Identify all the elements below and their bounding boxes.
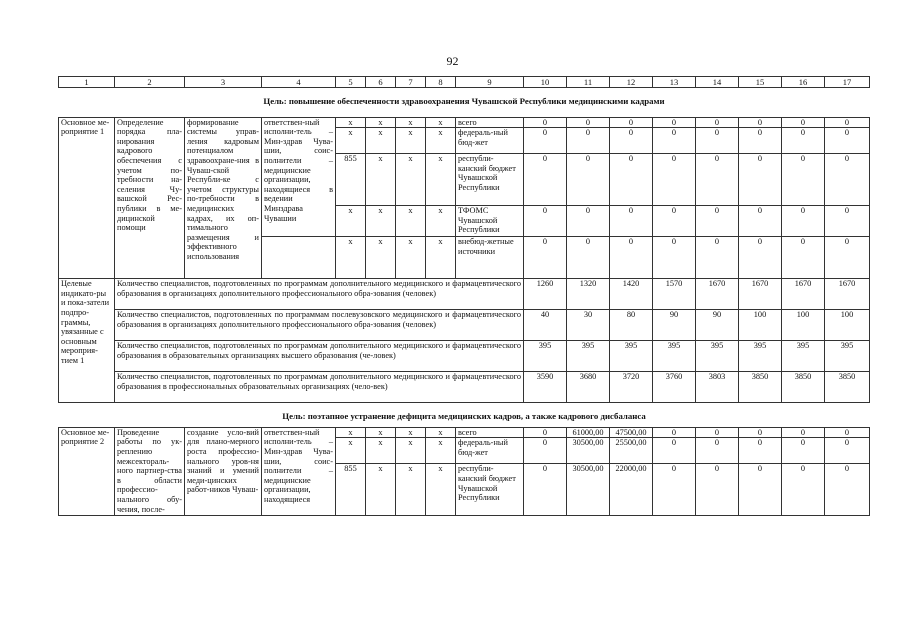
column-header: 5 (336, 77, 366, 88)
indicator-value: 3760 (653, 372, 696, 403)
goal-title: Цель: повышение обеспеченности здравоохранения Чувашской Республики медицинскими кадрами (59, 88, 870, 118)
indicator-value: 1670 (739, 279, 782, 310)
funding-value: 0 (610, 117, 653, 128)
event-name: Основное ме- роприятие 1 (59, 117, 115, 279)
indicator-value: 100 (782, 310, 825, 341)
indicator-value: 90 (696, 310, 739, 341)
code-cell: x (366, 237, 396, 279)
code-cell: x (426, 117, 456, 128)
indicator-value: 395 (524, 341, 567, 372)
funding-value: 30500,00 (567, 438, 610, 464)
code-cell: 855 (336, 154, 366, 206)
funding-row (59, 117, 870, 128)
event-title: Проведение работы по ук-реплению межсектораль-ного партнер-ства в области профессио-нального обу-чения, после- (115, 427, 185, 516)
funding-value: 0 (653, 117, 696, 128)
code-cell: x (336, 117, 366, 128)
column-header-row (59, 77, 870, 88)
indicator-value: 3850 (739, 372, 782, 403)
code-cell: x (426, 464, 456, 516)
funding-source: внебюд-жетные источники (456, 237, 524, 279)
indicators-label: Целевые индикато-ры и пока-затели подпро-граммы, увязанные с основным мероприя-тием 1 (59, 279, 115, 403)
indicator-row (59, 341, 870, 372)
funding-value: 0 (696, 237, 739, 279)
indicator-row (59, 310, 870, 341)
indicator-value: 80 (610, 310, 653, 341)
indicator-value: 3803 (696, 372, 739, 403)
event-description: создание усло-вий для плано-мерного роста профессио-нального уров-ня знаний и умений меди-цинских работ-ников Чуваш- (185, 427, 262, 516)
funding-value: 0 (825, 438, 870, 464)
funding-value: 0 (739, 438, 782, 464)
funding-value: 0 (825, 206, 870, 237)
event-responsible: ответствен-ный исполни-тель – Мин-здрав Чува-шии, соис-полнители – медицинские организации, находящиеся в ведении Минздрава Чувашии (262, 117, 336, 237)
code-cell: x (396, 237, 426, 279)
column-header: 11 (567, 77, 610, 88)
funding-value: 0 (825, 464, 870, 516)
column-header: 17 (825, 77, 870, 88)
funding-value: 0 (696, 154, 739, 206)
indicator-row (59, 279, 870, 310)
indicator-value: 1260 (524, 279, 567, 310)
code-cell: 855 (336, 464, 366, 516)
code-cell: x (336, 438, 366, 464)
funding-value: 0 (610, 237, 653, 279)
funding-value: 0 (524, 206, 567, 237)
funding-source: ТФОМС Чувашской Республики (456, 206, 524, 237)
funding-row (59, 427, 870, 438)
goal-row (59, 88, 870, 118)
funding-value: 0 (567, 206, 610, 237)
code-cell: x (426, 206, 456, 237)
indicator-value: 3590 (524, 372, 567, 403)
funding-value: 0 (739, 427, 782, 438)
column-header: 4 (262, 77, 336, 88)
funding-value: 0 (825, 117, 870, 128)
code-cell: x (366, 438, 396, 464)
event-name: Основное ме- роприятие 2 (59, 427, 115, 516)
funding-value: 0 (567, 128, 610, 154)
code-cell: x (366, 464, 396, 516)
funding-value: 0 (524, 427, 567, 438)
funding-value: 0 (782, 128, 825, 154)
funding-value: 25500,00 (610, 438, 653, 464)
indicator-value: 1570 (653, 279, 696, 310)
code-cell: x (396, 128, 426, 154)
code-cell: x (426, 154, 456, 206)
funding-value: 0 (782, 206, 825, 237)
indicator-value: 3680 (567, 372, 610, 403)
indicator-value: 395 (610, 341, 653, 372)
funding-value: 0 (825, 427, 870, 438)
indicator-value: 395 (696, 341, 739, 372)
page-number: 92 (446, 54, 459, 68)
funding-value: 0 (524, 154, 567, 206)
funding-value: 0 (567, 237, 610, 279)
funding-value: 0 (653, 237, 696, 279)
code-cell: x (396, 438, 426, 464)
funding-value: 0 (696, 117, 739, 128)
funding-value: 0 (567, 117, 610, 128)
column-header: 16 (782, 77, 825, 88)
funding-source: всего (456, 117, 524, 128)
goal-title: Цель: поэтапное устранение дефицита медицинских кадров, а также кадрового дисбаланса (59, 403, 870, 428)
indicator-value: 395 (825, 341, 870, 372)
funding-value: 0 (782, 464, 825, 516)
funding-value: 0 (825, 128, 870, 154)
funding-value: 0 (782, 438, 825, 464)
funding-value: 0 (524, 464, 567, 516)
indicator-text: Количество специалистов, подготовленных по программам послевузовского медицинского и фармацевтического образования в организациях дополнительного профессионального обра-зования (человек) (115, 310, 524, 341)
funding-value: 0 (739, 464, 782, 516)
indicator-value: 1670 (782, 279, 825, 310)
funding-source: федераль-ный бюд-жет (456, 438, 524, 464)
indicator-value: 100 (739, 310, 782, 341)
funding-source: республи-канский бюджет Чувашской Республики (456, 154, 524, 206)
indicator-text: Количество специалистов, подготовленных по программам дополнительного медицинского и фармацевтического образования в образовательных организациях высшего образования (че-ловек) (115, 341, 524, 372)
funding-value: 0 (524, 438, 567, 464)
code-cell: x (366, 128, 396, 154)
column-header: 7 (396, 77, 426, 88)
funding-value: 0 (524, 117, 567, 128)
column-header: 8 (426, 77, 456, 88)
code-cell: x (396, 154, 426, 206)
funding-value: 0 (739, 237, 782, 279)
funding-value: 0 (782, 427, 825, 438)
column-header: 13 (653, 77, 696, 88)
indicator-value: 40 (524, 310, 567, 341)
code-cell: x (396, 427, 426, 438)
funding-value: 0 (653, 427, 696, 438)
code-cell: x (366, 206, 396, 237)
funding-value: 0 (739, 128, 782, 154)
funding-value: 0 (696, 206, 739, 237)
funding-value: 0 (782, 154, 825, 206)
code-cell: x (336, 128, 366, 154)
code-cell: x (336, 427, 366, 438)
indicator-text: Количество специалистов, подготовленных по программам дополнительного медицинского и фармацевтического образования в профессиональных образовательных организациях (чело-век) (115, 372, 524, 403)
indicator-value: 395 (567, 341, 610, 372)
funding-value: 0 (653, 464, 696, 516)
funding-value: 0 (696, 427, 739, 438)
code-cell: x (426, 427, 456, 438)
code-cell: x (366, 154, 396, 206)
event-responsible: ответствен-ный исполни-тель – Мин-здрав Чува-шии, соис-полнители – медицинские организации, находящиеся (262, 427, 336, 516)
indicator-value: 395 (653, 341, 696, 372)
code-cell: x (396, 464, 426, 516)
column-header: 9 (456, 77, 524, 88)
funding-value: 0 (739, 206, 782, 237)
code-cell: x (366, 427, 396, 438)
indicator-value: 1670 (825, 279, 870, 310)
funding-value: 0 (825, 154, 870, 206)
indicator-value: 3850 (825, 372, 870, 403)
funding-value: 30500,00 (567, 464, 610, 516)
empty-cell (262, 237, 336, 279)
column-header: 10 (524, 77, 567, 88)
indicator-text: Количество специалистов, подготовленных по программам дополнительного медицинского и фармацевтического образования в организациях дополнительного профессионального обра-зования (человек) (115, 279, 524, 310)
indicator-value: 3720 (610, 372, 653, 403)
code-cell: x (366, 117, 396, 128)
event-title: Определение порядка пла-нирования кадрового обеспечения с учетом по-требности на-селения Чу-вашской Рес-публики в ме-дицинской помощи (115, 117, 185, 279)
funding-value: 0 (739, 154, 782, 206)
funding-value: 0 (610, 154, 653, 206)
indicator-value: 1320 (567, 279, 610, 310)
column-header: 6 (366, 77, 396, 88)
column-header: 3 (185, 77, 262, 88)
funding-value: 0 (653, 438, 696, 464)
column-header: 1 (59, 77, 115, 88)
code-cell: x (426, 237, 456, 279)
funding-source: федераль-ный бюд-жет (456, 128, 524, 154)
indicator-value: 1420 (610, 279, 653, 310)
funding-source: республи-канский бюджет Чувашской Республики (456, 464, 524, 516)
column-header: 12 (610, 77, 653, 88)
indicator-value: 1670 (696, 279, 739, 310)
goal-row (59, 403, 870, 428)
indicator-value: 90 (653, 310, 696, 341)
funding-value: 0 (524, 128, 567, 154)
funding-value: 0 (610, 128, 653, 154)
funding-value: 0 (782, 237, 825, 279)
funding-value: 61000,00 (567, 427, 610, 438)
code-cell: x (426, 128, 456, 154)
column-header: 14 (696, 77, 739, 88)
funding-value: 0 (782, 117, 825, 128)
funding-value: 0 (696, 438, 739, 464)
column-header: 2 (115, 77, 185, 88)
indicator-value: 395 (782, 341, 825, 372)
funding-value: 0 (567, 154, 610, 206)
indicator-value: 30 (567, 310, 610, 341)
funding-value: 0 (524, 237, 567, 279)
code-cell: x (336, 237, 366, 279)
funding-value: 47500,00 (610, 427, 653, 438)
program-table (58, 76, 870, 516)
code-cell: x (396, 206, 426, 237)
event-description: формирование системы управ-ления кадровым потенциалом здравоохране-ния в Чуваш-ской Республи-ке с учетом структуры по-требности в медицинских кадрах, их оп-тимального размещения и эффективного использования (185, 117, 262, 279)
funding-value: 0 (653, 206, 696, 237)
code-cell: x (426, 438, 456, 464)
code-cell: x (336, 206, 366, 237)
indicator-value: 395 (739, 341, 782, 372)
indicator-value: 100 (825, 310, 870, 341)
code-cell: x (396, 117, 426, 128)
funding-value: 0 (696, 128, 739, 154)
funding-value: 0 (696, 464, 739, 516)
column-header: 15 (739, 77, 782, 88)
indicator-value: 3850 (782, 372, 825, 403)
indicator-row (59, 372, 870, 403)
funding-source: всего (456, 427, 524, 438)
funding-value: 0 (653, 154, 696, 206)
funding-value: 0 (825, 237, 870, 279)
funding-value: 0 (739, 117, 782, 128)
funding-value: 0 (610, 206, 653, 237)
funding-value: 22000,00 (610, 464, 653, 516)
funding-value: 0 (653, 128, 696, 154)
